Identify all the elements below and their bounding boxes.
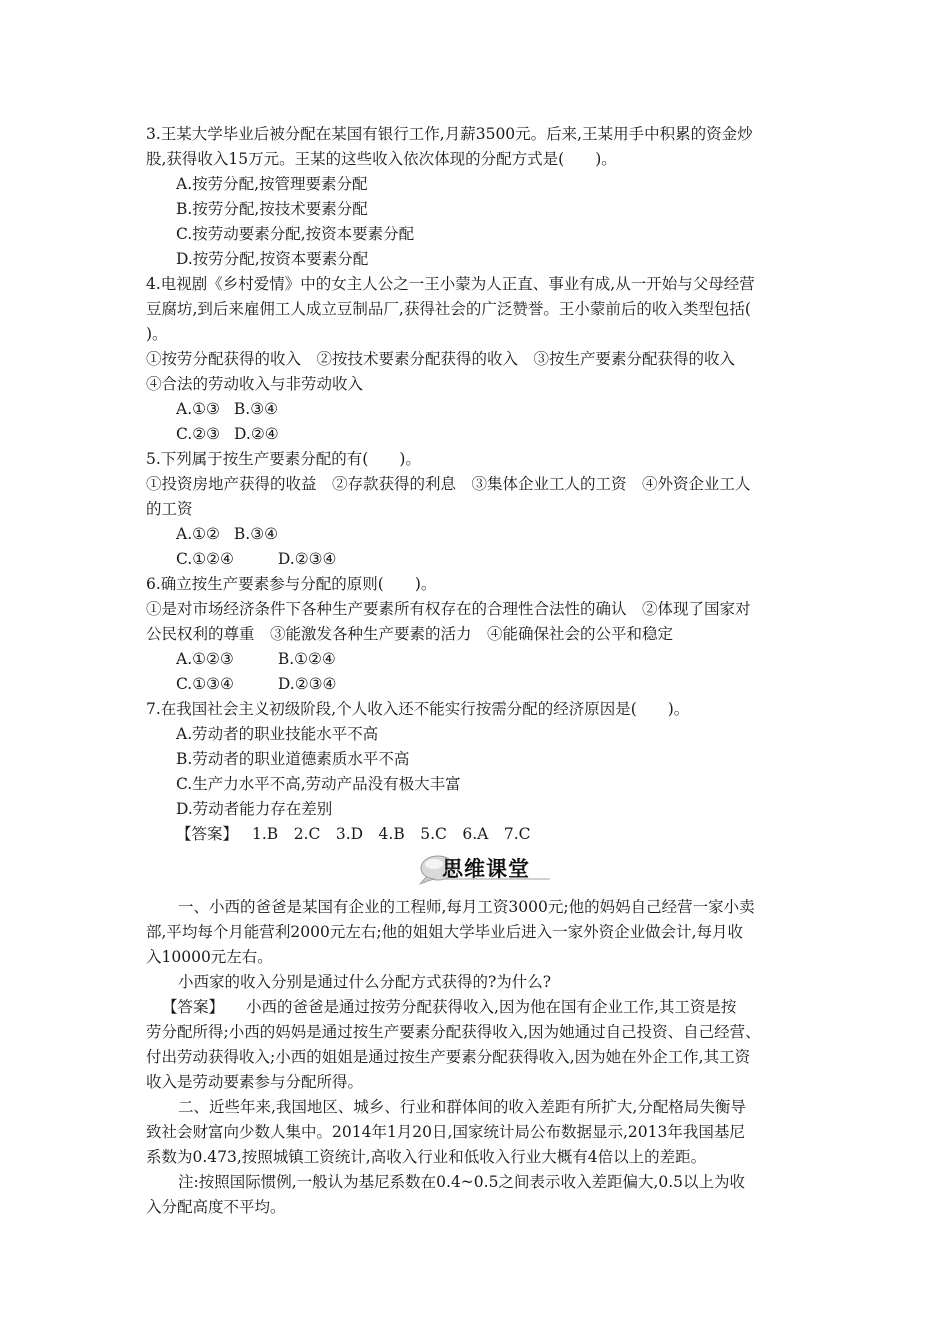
thinking-answer [146,995,810,1095]
option-row [146,397,810,422]
question-stem: )。 [146,325,168,343]
question-choices: ①是对市场经济条件下各种生产要素所有权存在的合理性合法性的确认 ②体现了国家对 [146,600,751,618]
option-d: D.②③④ [277,675,337,693]
paragraph-line: 一、小西的爸爸是某国有企业的工程师,每月工资3000元;他的妈妈自己经营一家小卖 [178,898,755,916]
answer-line: 劳分配所得;小西的妈妈是通过按生产要素分配获得收入,因为她通过自己投资、自己经营、 [146,1023,761,1041]
question-6 [146,572,810,697]
option-d: D.②④ [234,425,279,443]
option-row [146,647,810,672]
question-choices: ④合法的劳动收入与非劳动收入 [146,375,364,393]
scenario-paragraph-1 [146,895,810,970]
answer-label: 【答案】 [176,825,239,843]
paragraph-line: 入10000元左右。 [146,948,273,966]
question-choices: 的工资 [146,500,193,518]
option-b: B.①②④ [277,650,336,668]
question-stem: 5.下列属于按生产要素分配的有( )。 [146,450,421,468]
question-stem: 7.在我国社会主义初级阶段,个人收入还不能实行按需分配的经济原因是( )。 [146,700,690,718]
option-b: B.劳动者的职业道德素质水平不高 [176,750,410,768]
answer-label: 【答案】 [162,998,225,1016]
answer-key [146,822,810,847]
scenario-paragraph-2 [146,1095,810,1170]
paragraph-line: 部,平均每个月能营利2000元左右;他的姐姐大学毕业后进入一家外资企业做会计,每月收 [146,923,744,941]
paragraph-line: 致社会财富向少数人集中。2014年1月20日,国家统计局公布数据显示,2013年我国基尼 [146,1123,745,1141]
option-a: A.①② [176,525,220,543]
section-heading [146,849,810,891]
question-stem: 6.确立按生产要素参与分配的原则( )。 [146,575,437,593]
thinking-question: 小西家的收入分别是通过什么分配方式获得的?为什么? [178,973,552,991]
option-c: C.生产力水平不高,劳动产品没有极大丰富 [176,775,461,793]
option-b: B.③④ [233,525,279,543]
document-content [146,122,810,1220]
option-a: A.按劳分配,按管理要素分配 [176,175,368,193]
option-c: C.①②④ [176,550,234,568]
option-c: C.按劳动要素分配,按资本要素分配 [176,225,415,243]
option-a: A.劳动者的职业技能水平不高 [176,725,379,743]
paragraph-line: 系数为0.473,按照城镇工资统计,高收入行业和低收入行业大概有4倍以上的差距。 [146,1148,707,1166]
answer-text: 小西的爸爸是通过按劳分配获得收入,因为他在国有企业工作,其工资是按 [246,998,737,1016]
answer-line: 付出劳动获得收入;小西的姐姐是通过按生产要素分配获得收入,因为她在外企工作,其工资 [146,1048,751,1066]
question-5 [146,447,810,572]
question-stem: 股,获得收入15万元。王某的这些收入依次体现的分配方式是( )。 [146,150,617,168]
option-a: A.①③ [176,400,220,418]
section-title: 思维课堂 [442,857,530,881]
paragraph-line: 入分配高度不平均。 [146,1198,286,1216]
option-b: B.③④ [233,400,279,418]
paragraph-line: 二、近些年来,我国地区、城乡、行业和群体间的收入差距有所扩大,分配格局失衡导 [178,1098,746,1116]
option-row [146,522,810,547]
answer-line [146,995,810,1020]
option-b: B.按劳分配,按技术要素分配 [176,200,368,218]
note-paragraph [146,1170,810,1220]
option-row [146,422,810,447]
option-d: D.②③④ [277,550,337,568]
question-choices: 公民权利的尊重 ③能激发各种生产要素的活力 ④能确保社会的公平和稳定 [146,625,674,643]
question-4 [146,272,810,447]
option-c: C.②③ [176,425,221,443]
thinking-section [146,895,810,1220]
option-row [146,547,810,572]
answer-line: 收入是劳动要素参与分配所得。 [146,1073,364,1091]
option-d: D.劳动者能力存在差别 [176,800,333,818]
question-stem: 豆腐坊,到后来雇佣工人成立豆制品厂,获得社会的广泛赞誉。王小蒙前后的收入类型包括( [146,300,751,318]
answer-text: 1.B 2.C 3.D 4.B 5.C 6.A 7.C [252,825,531,843]
option-c: C.①③④ [176,675,234,693]
question-choices: ①按劳分配获得的收入 ②按技术要素分配获得的收入 ③按生产要素分配获得的收入 [146,350,736,368]
question-stem: 3.王某大学毕业后被分配在某国有银行工作,月薪3500元。后来,王某用手中积累的资金炒 [146,125,753,143]
option-d: D.按劳分配,按资本要素分配 [176,250,369,268]
option-a: A.①②③ [176,650,234,668]
question-stem: 4.电视剧《乡村爱情》中的女主人公之一王小蒙为人正直、事业有成,从一开始与父母经营 [146,275,755,293]
paragraph-line: 注:按照国际惯例,一般认为基尼系数在0.4~0.5之间表示收入差距偏大,0.5以上为收 [178,1173,746,1191]
question-choices: ①投资房地产获得的收益 ②存款获得的利息 ③集体企业工人的工资 ④外资企业工人 [146,475,751,493]
option-row [146,672,810,697]
question-3 [146,122,810,272]
question-7 [146,697,810,822]
